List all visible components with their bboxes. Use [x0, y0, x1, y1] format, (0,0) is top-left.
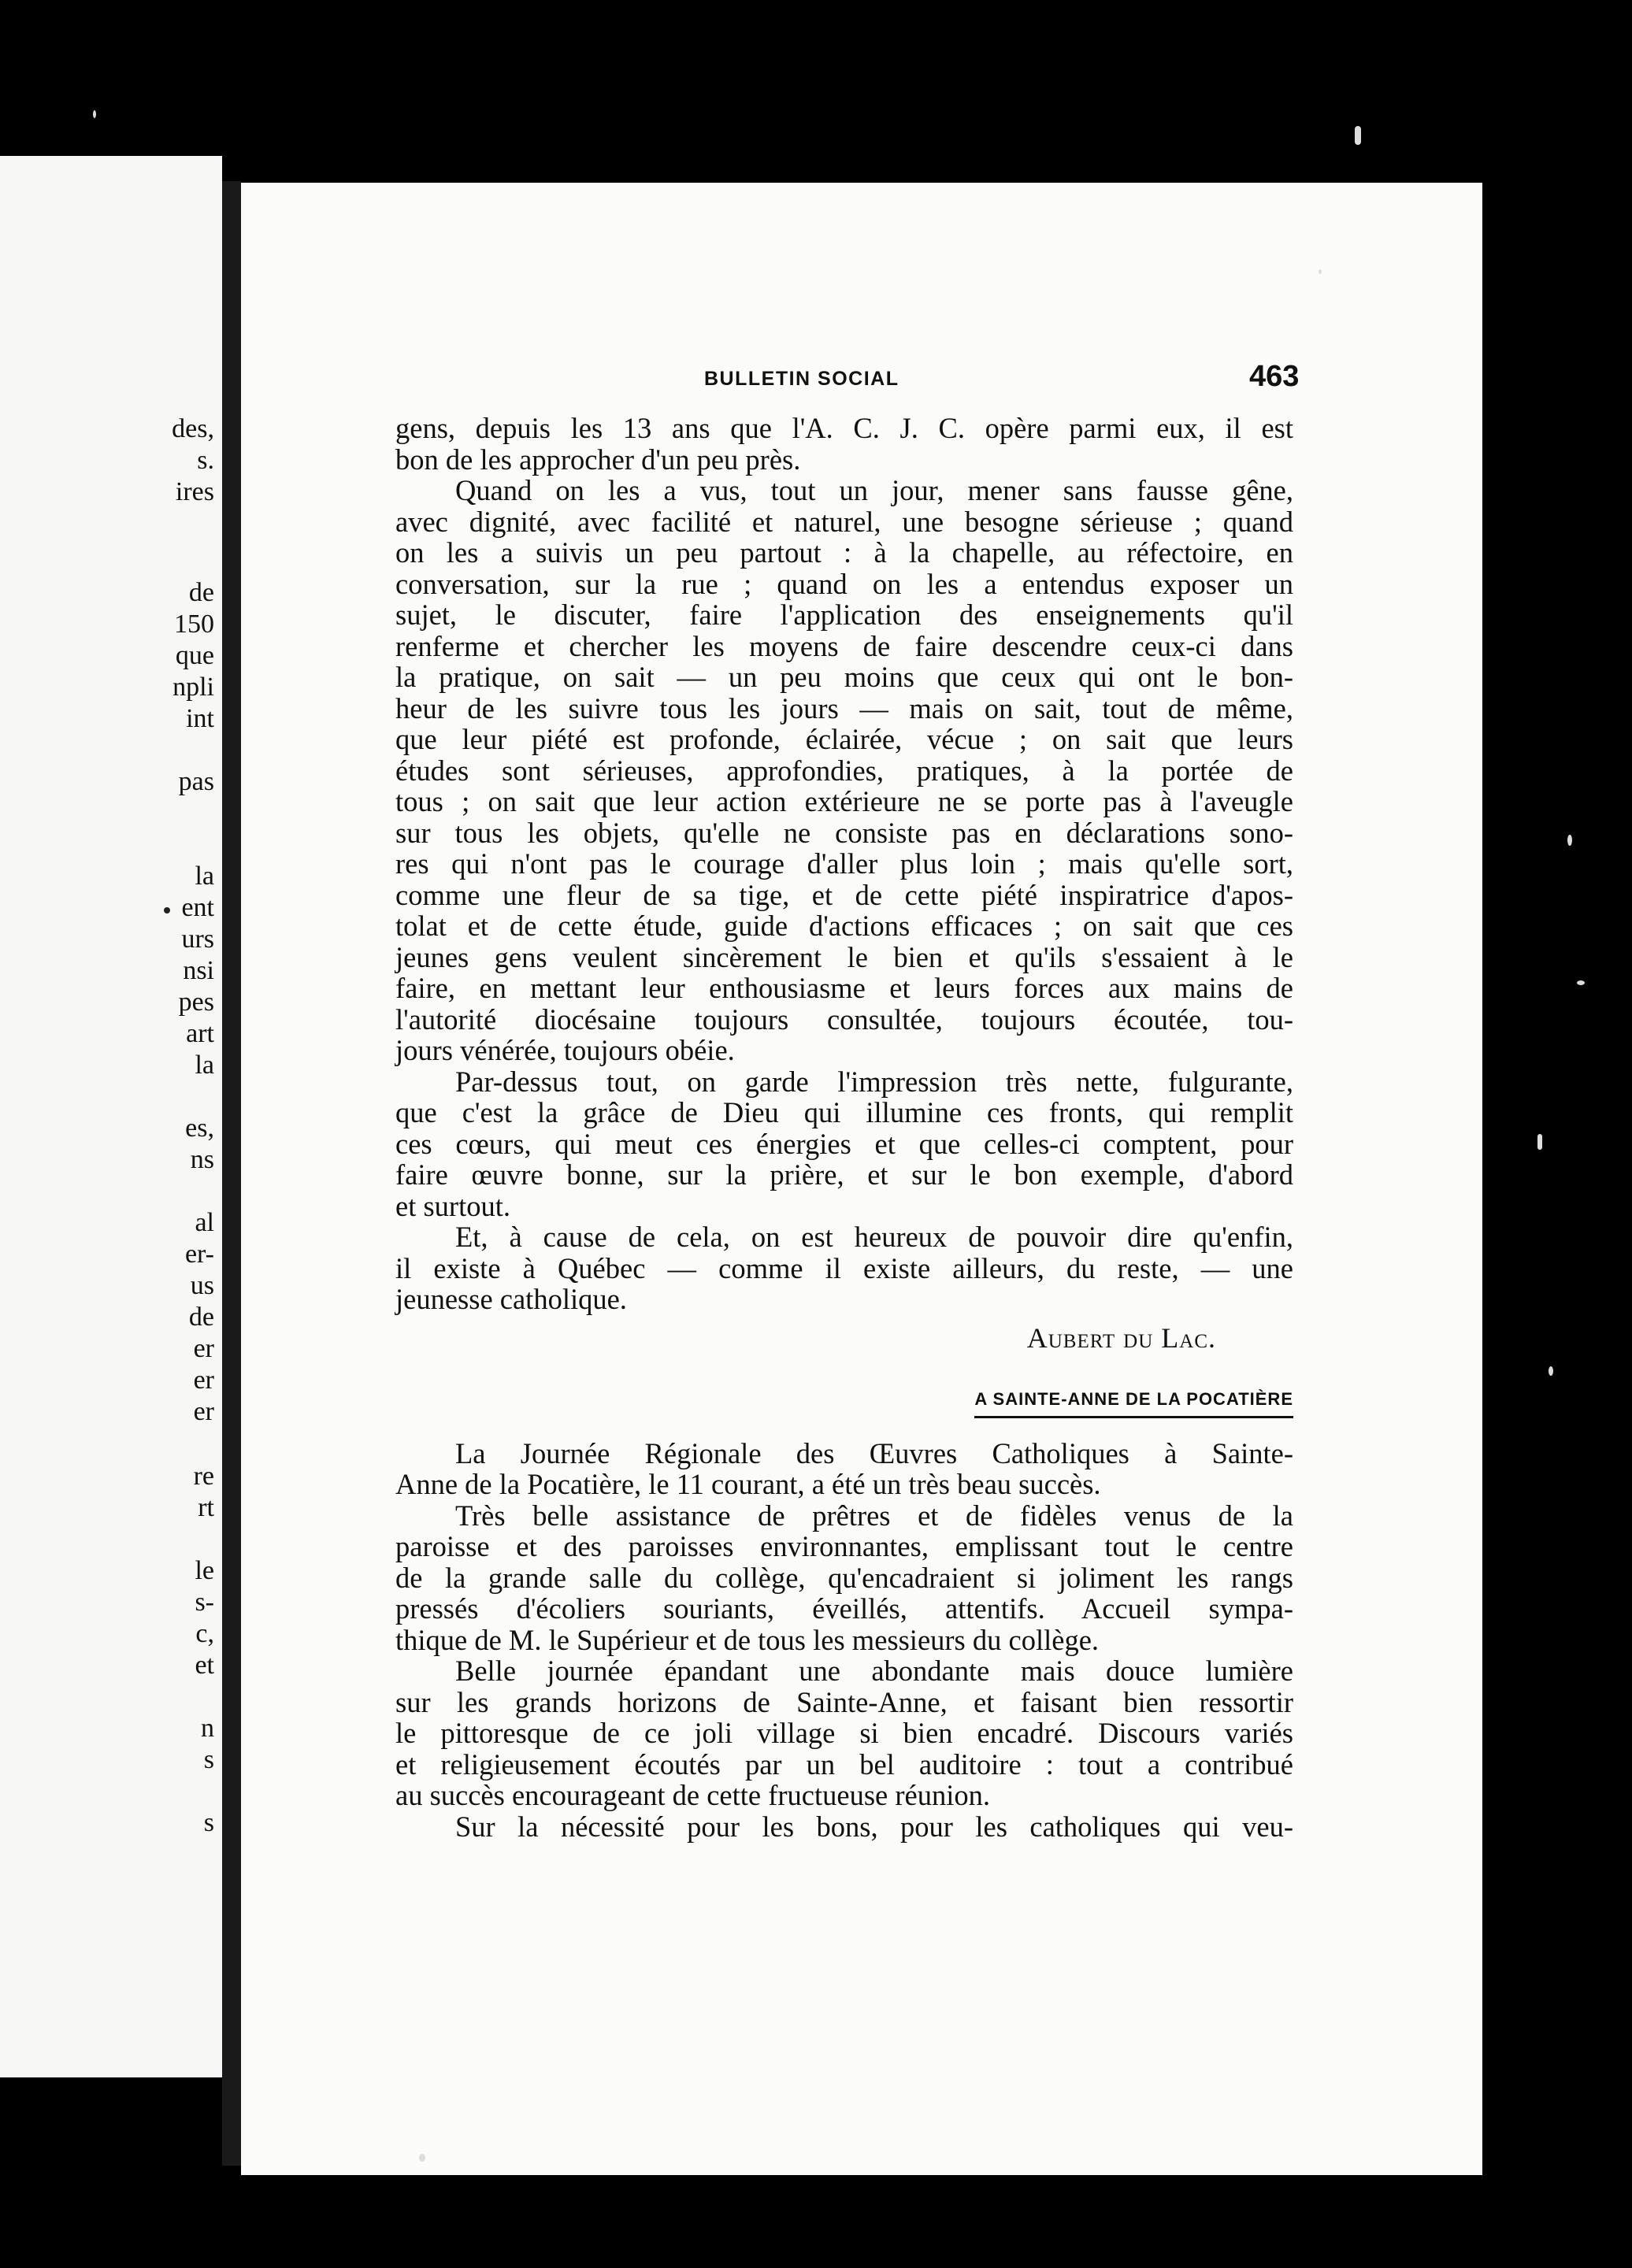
left-page-fragment: er — [193, 1397, 214, 1426]
dust-speck — [93, 110, 96, 118]
main-page — [241, 183, 1482, 2175]
text-line: que c'est la grâce de Dieu qui illumine ces fronts, qui remplit — [395, 1096, 1293, 1128]
left-page-fragment: s — [203, 1808, 214, 1837]
text-line: Très belle assistance de prêtres et de fidèles venus de la — [455, 1499, 1293, 1532]
text-line: thique de M. le Supérieur et de tous les messieurs du collège. — [395, 1623, 1100, 1656]
left-page-fragment: la — [195, 862, 214, 891]
text-line: études sont sérieuses, approfondies, pratiques, à la portée de — [395, 754, 1293, 787]
left-page-fragment: la — [195, 1051, 214, 1080]
text-line: res qui n'ont pas le courage d'aller plus loin ; mais qu'elle sort, — [395, 847, 1293, 880]
left-page-fragment: npli — [172, 673, 214, 702]
left-page-fragment: de — [188, 578, 214, 607]
left-page-fragment: n — [201, 1714, 214, 1743]
author-signature: Aubert du Lac. — [1026, 1321, 1216, 1354]
page-number: 463 — [1249, 360, 1300, 393]
section-heading-row — [395, 1380, 1293, 1411]
body-text — [395, 413, 1293, 1842]
left-page-fragment: re — [193, 1462, 214, 1491]
dust-speck — [1549, 1366, 1553, 1376]
text-line: que leur piété est profonde, éclairée, vécue ; on sait que leurs — [395, 723, 1293, 755]
text-line: Et, à cause de cela, on est heureux de pouvoir dire qu'enfin, — [455, 1221, 1293, 1253]
text-line: tous ; on sait que leur action extérieure ne se porte pas à l'aveugle — [395, 785, 1293, 817]
text-line: renferme et chercher les moyens de faire descendre ceux-ci dans — [395, 629, 1293, 662]
text-line: sur les grands horizons de Sainte-Anne, et faisant bien ressortir — [395, 1685, 1293, 1718]
text-line: gens, depuis les 13 ans que l'A. C. J. C. opère parmi eux, il est — [395, 412, 1293, 444]
text-line: Par-dessus tout, on garde l'impression très nette, fulgurante, — [455, 1065, 1293, 1098]
dust-speck — [419, 2154, 425, 2162]
text-line: jours vénérée, toujours obéie. — [395, 1034, 735, 1066]
left-page-fragment: es, — [185, 1114, 214, 1143]
text-line: tolat et de cette étude, guide d'actions efficaces ; on sait que ces — [395, 910, 1293, 942]
text-line: Anne de la Pocatière, le 11 courant, a été un très beau succès. — [395, 1468, 1101, 1500]
text-line: il existe à Québec — comme il existe ailleurs, du reste, — une — [395, 1251, 1293, 1284]
left-page-fragment: int — [186, 704, 214, 733]
left-page-fragment: er — [193, 1334, 214, 1363]
dust-speck — [1319, 269, 1322, 274]
text-line: Quand on les a vus, tout un jour, mener sans fausse gêne, — [455, 474, 1293, 506]
left-page-fragment: et — [195, 1651, 214, 1680]
text-line: ces cœurs, qui meut ces énergies et que celles-ci comptent, pour — [395, 1127, 1293, 1160]
left-facing-page — [0, 156, 222, 2077]
left-page-fragment: que — [175, 641, 214, 670]
text-line: le pittoresque de ce joli village si bien encadré. Discours variés — [395, 1717, 1293, 1749]
left-page-fragment: urs — [181, 925, 214, 954]
text-line: de la grande salle du collège, qu'encadraient si joliment les rangs — [395, 1561, 1293, 1594]
left-page-fragment: al — [195, 1208, 214, 1237]
text-line: au succès encourageant de cette fructueuse réunion. — [395, 1779, 990, 1811]
text-line: La Journée Régionale des Œuvres Catholiques à Sainte- — [455, 1436, 1293, 1469]
text-line: jeunes gens veulent sincèrement le bien et qu'ils s'essaient à le — [395, 940, 1293, 973]
running-title: BULLETIN SOCIAL — [704, 368, 899, 390]
text-line: l'autorité diocésaine toujours consultée, toujours écoutée, tou- — [395, 1002, 1293, 1036]
text-line: sur tous les objets, qu'elle ne consiste pas en déclarations sono- — [395, 816, 1293, 849]
text-line: Sur la nécessité pour les bons, pour les catholiques qui veu- — [455, 1810, 1293, 1843]
left-page-fragment: ires — [175, 477, 214, 506]
left-page-fragment: pes — [178, 988, 214, 1017]
left-page-fragment: s — [203, 1745, 214, 1774]
text-line: heur de les suivre tous les jours — mais on sait, tout de même, — [395, 691, 1293, 724]
left-page-fragment: des, — [172, 414, 214, 443]
text-line: paroisse et des paroisses environnantes, emplissant tout le centre — [395, 1530, 1293, 1562]
dust-speck — [164, 907, 170, 914]
left-page-fragment: er- — [184, 1240, 214, 1269]
text-line: comme une fleur de sa tige, et de cette piété inspiratrice d'apos- — [395, 878, 1293, 911]
page-gutter — [222, 181, 241, 2166]
left-page-fragment: rt — [198, 1493, 214, 1522]
text-line: jeunesse catholique. — [395, 1283, 627, 1315]
left-page-fragment: er — [193, 1366, 214, 1395]
left-page-fragment: pas — [178, 767, 214, 796]
text-line: faire œuvre bonne, sur la prière, et sur le bon exemple, d'abord — [395, 1158, 1293, 1191]
left-page-fragment: us — [190, 1271, 214, 1300]
left-page-fragment: de — [188, 1303, 214, 1332]
dust-speck — [1567, 835, 1572, 846]
text-line: bon de les approcher d'un peu près. — [395, 443, 801, 476]
text-line: faire, en mettant leur enthousiasme et leurs forces aux mains de — [395, 972, 1293, 1004]
dust-speck — [1355, 126, 1361, 145]
text-line: et surtout. — [395, 1189, 510, 1222]
section-heading: A SAINTE-ANNE DE LA POCATIÈRE — [974, 1384, 1293, 1419]
left-page-fragment: c, — [195, 1619, 214, 1648]
left-page-fragment: nsi — [183, 956, 214, 985]
dust-speck — [1577, 980, 1585, 985]
left-page-fragment: ent — [181, 893, 214, 922]
dust-speck — [1537, 1134, 1542, 1150]
left-page-fragment: le — [195, 1556, 214, 1585]
left-page-fragment: s- — [195, 1588, 214, 1617]
left-page-fragment: s. — [197, 446, 214, 475]
text-line: sujet, le discuter, faire l'application des enseignements qu'il — [395, 598, 1293, 631]
text-line: avec dignité, avec facilité et naturel, une besogne sérieuse ; quand — [395, 505, 1293, 538]
text-line: et religieusement écoutés par un bel auditoire : tout a contribué — [395, 1747, 1293, 1781]
text-line: conversation, sur la rue ; quand on les a entendus exposer un — [395, 567, 1293, 600]
text-line: on les a suivis un peu partout : à la chapelle, au réfectoire, en — [395, 536, 1293, 569]
text-line: Belle journée épandant une abondante mais douce lumière — [455, 1655, 1293, 1687]
left-page-fragment: ns — [190, 1145, 214, 1174]
left-page-fragment: art — [186, 1019, 214, 1048]
text-line: pressés d'écoliers souriants, éveillés, attentifs. Accueil sympa- — [395, 1592, 1293, 1625]
running-head — [241, 360, 1482, 399]
left-page-fragment: 150 — [174, 610, 214, 639]
text-line: la pratique, on sait — un peu moins que ceux qui ont le bon- — [395, 661, 1293, 693]
